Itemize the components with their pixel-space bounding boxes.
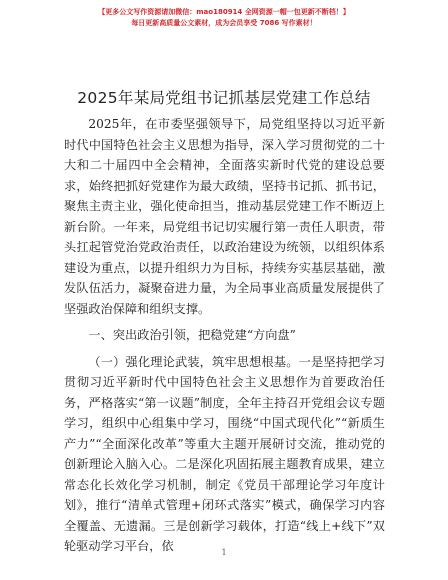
promo-banner-line-2: 每日更新高质量公文素材，成为会员享受 7086 写作素材！ — [131, 19, 317, 27]
promo-banner-line-1: 【更多公文写作资源请加微信：mao180914 全网资源一帽一包更新不断档！】 — [98, 8, 350, 16]
document-body — [64, 114, 385, 557]
section-heading: 一、突出政治引领，把稳党建“方向盘” — [88, 328, 296, 342]
intro-paragraph: 2025年，在市委坚强领导下，局党组坚持以习近平新时代中国特色社会主义思想为指导，深入学习贯彻党的二十大和二十届四中全会精神，全面落实新时代党的建设总要求，始终把抓好党建作为最大政绩，坚持书记抓、抓书记，聚焦主责主业，强化使命担当，推动基层党建工作不断迈上新台阶。一年来，局党组书记切实履行第一责任人职责，带头扛起管党治党政治责任，以政治建设为统领，以组织体系建设为重点，以提升组织力为目标，持续夯实基层基础，激发队伍活力，凝聚奋进力量，为全局事业高质量发展提供了坚强政治保障和组织支撑。 — [64, 117, 385, 316]
page-number: 1 — [221, 548, 227, 557]
promo-banner — [0, 7, 448, 29]
document-title: 2025年某局党组书记抓基层党建工作总结 — [77, 89, 371, 107]
subsection-paragraph: （一）强化理论武装，筑牢思想根基。一是坚持把学习贯彻习近平新时代中国特色社会主义思想作为首要政治任务，严格落实“第一议题”制度，全年主持召开党组会议专题学习，组织中心组集中学习，围绕“中国式现代化”“新质生产力”“全面深化改革”等重大主题开展研讨交流，推动党的创新理论入脑入心。二是深化巩固拓展主题教育成果，建立常态化长效化学习机制，制定《党员干部理论学习年度计划》，推行“清单式管理+闭环式落实”模式，确保学习内容全覆盖、无遗漏。三是创新学习载体，打造“线上+线下”双轮驱动学习平台，依 — [64, 354, 385, 553]
